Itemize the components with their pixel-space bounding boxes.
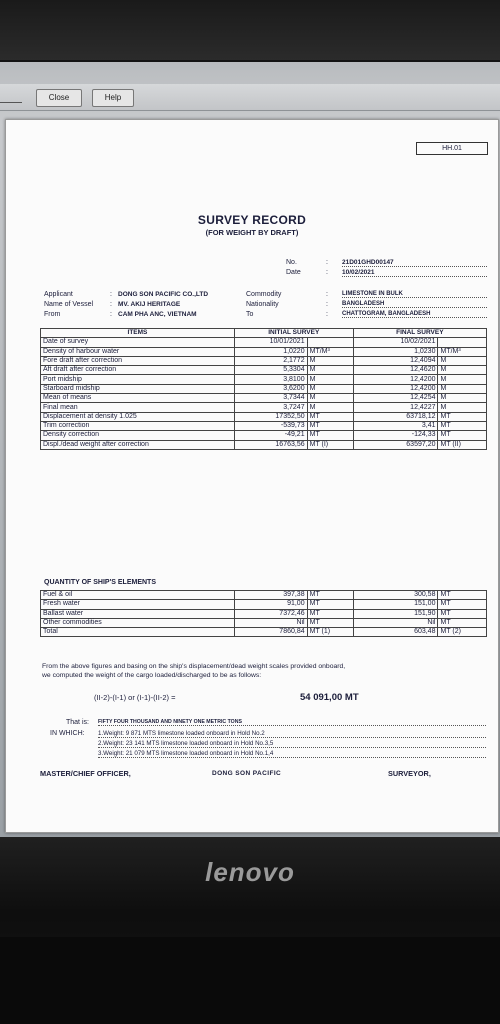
form-code: HH.01 (416, 142, 488, 155)
row-final-unit: MT (438, 412, 487, 421)
that-is-value: FIFTY FOUR THOUSAND AND NINETY ONE METRIC TONS (98, 719, 486, 726)
row-final-value: -124,33 (353, 431, 438, 440)
row-initial-value: 17352,50 (234, 412, 307, 421)
row-item: Date of survey (41, 338, 235, 347)
row-initial-value: -539,73 (234, 421, 307, 430)
row-final-unit: MT (438, 618, 487, 627)
table-row (41, 347, 487, 356)
laptop-body (0, 837, 500, 1024)
row-initial-value: 3,8100 (234, 375, 307, 384)
row-item: Other commodities (41, 618, 235, 627)
that-is-label: That is: (66, 719, 89, 726)
table-row (41, 600, 487, 609)
row-item: Density of harbour water (41, 347, 235, 356)
from-colon: : (110, 311, 112, 318)
table-row (41, 431, 487, 440)
row-item: Total (41, 628, 235, 637)
table-row (41, 375, 487, 384)
row-final-value: 151,90 (353, 609, 438, 618)
close-button[interactable]: Close (36, 89, 82, 107)
date-label: Date (286, 269, 301, 276)
applicant-label: Applicant (44, 291, 73, 298)
total-cargo-weight: 54 091,00 MT (300, 692, 359, 703)
nationality-colon: : (326, 301, 328, 308)
viewer-toolbar (0, 84, 500, 111)
table-row (41, 421, 487, 430)
from-label: From (44, 311, 61, 318)
row-final-unit: M (438, 403, 487, 412)
row-final-value: Nil (353, 618, 438, 627)
commodity-value: LIMESTONE IN BULK (342, 291, 487, 298)
row-initial-unit: M (307, 403, 353, 412)
draft-survey-table (40, 328, 487, 450)
row-final-unit (438, 338, 487, 347)
row-initial-value: 397,38 (234, 591, 307, 600)
no-label: No. (286, 259, 297, 266)
row-final-value: 12,4200 (353, 375, 438, 384)
row-initial-unit: M (307, 394, 353, 403)
company-signature-label: DONG SON PACIFIC (212, 770, 282, 777)
table-header-row (41, 329, 487, 338)
in-which-line-2: 2.Weight: 23 141 MTS limestone loaded onboard in Hold No.3,5 (98, 740, 486, 748)
row-initial-unit: MT (307, 412, 353, 421)
row-initial-unit: M (307, 366, 353, 375)
row-item: Starboard midship (41, 384, 235, 393)
row-initial-value: 91,00 (234, 600, 307, 609)
row-initial-unit: M (307, 375, 353, 384)
row-final-unit: MT (438, 591, 487, 600)
nationality-label: Nationality (246, 301, 279, 308)
toolbar-arrow-icon[interactable] (0, 92, 22, 103)
row-initial-value: Nil (234, 618, 307, 627)
table-row (41, 356, 487, 365)
master-signature-label: MASTER/CHIEF OFFICER, (40, 769, 131, 778)
row-final-value: 300,58 (353, 591, 438, 600)
in-which-label: IN WHICH: (50, 730, 85, 737)
row-initial-value: 3,7344 (234, 394, 307, 403)
row-final-unit: MT (438, 600, 487, 609)
row-item: Trim correction (41, 421, 235, 430)
table-row (41, 366, 487, 375)
row-final-value: 63718,12 (353, 412, 438, 421)
row-final-value: 12,4254 (353, 394, 438, 403)
table-row (41, 440, 487, 449)
row-initial-value: 7860,84 (234, 628, 307, 637)
row-final-unit: M (438, 375, 487, 384)
row-final-unit: MT (438, 609, 487, 618)
row-item: Ballast water (41, 609, 235, 618)
applicant-colon: : (110, 291, 112, 298)
row-initial-value: 16763,56 (234, 440, 307, 449)
formula: (II-2)-(I-1) or (I-1)-(II-2) = (94, 693, 176, 702)
result-statement-1: From the above figures and basing on the ship's displacement/dead weight scales provided onboard, (42, 663, 346, 670)
table-row (41, 591, 487, 600)
table-row (41, 403, 487, 412)
header-items: ITEMS (41, 329, 235, 338)
row-initial-value: 1,0220 (234, 347, 307, 356)
row-initial-value: -49,21 (234, 431, 307, 440)
row-final-value: 1,0230 (353, 347, 438, 356)
result-statement-2: we computed the weight of the cargo loaded/discharged to be as follows: (42, 672, 262, 679)
row-final-value: 3,41 (353, 421, 438, 430)
table-row (41, 412, 487, 421)
screen (0, 62, 500, 837)
header-initial-survey: INITIAL SURVEY (234, 329, 353, 338)
vessel-value: MV. AKIJ HERITAGE (118, 301, 181, 308)
row-final-value: 603,48 (353, 628, 438, 637)
vessel-colon: : (110, 301, 112, 308)
row-final-unit: M (438, 356, 487, 365)
row-final-value: 12,4200 (353, 384, 438, 393)
in-which-line-1: 1.Weight: 9 871 MTS limestone loaded onboard in Hold No.2 (98, 730, 486, 738)
row-item: Fore draft after correction (41, 356, 235, 365)
row-item: Density correction (41, 431, 235, 440)
row-initial-value: 3,7247 (234, 403, 307, 412)
row-item: Port midship (41, 375, 235, 384)
commodity-colon: : (326, 291, 328, 298)
row-initial-unit: MT (307, 591, 353, 600)
row-item: Aft draft after correction (41, 366, 235, 375)
applicant-value: DONG SON PACIFIC CO.,LTD (118, 291, 209, 298)
no-colon: : (326, 259, 328, 266)
row-final-value: 12,4227 (353, 403, 438, 412)
date-value: 10/02/2021 (342, 269, 487, 277)
row-initial-value: 2,1772 (234, 356, 307, 365)
row-item: Fresh water (41, 600, 235, 609)
from-value: CAM PHA ANC, VIETNAM (118, 311, 197, 318)
header-final-survey: FINAL SURVEY (353, 329, 486, 338)
row-final-unit: MT (438, 421, 487, 430)
row-initial-unit: MT (1) (307, 628, 353, 637)
row-initial-value: 3,6200 (234, 384, 307, 393)
survey-document (5, 119, 499, 833)
to-value: CHATTOGRAM, BANGLADESH (342, 311, 487, 318)
date-colon: : (326, 269, 328, 276)
row-item: Mean of means (41, 394, 235, 403)
document-title: SURVEY RECORD (197, 213, 307, 227)
row-final-unit: MT (438, 431, 487, 440)
vessel-label: Name of Vessel (44, 301, 94, 308)
row-final-value: 12,4094 (353, 356, 438, 365)
commodity-label: Commodity (246, 291, 282, 298)
row-final-unit: M (438, 394, 487, 403)
row-initial-unit: MT (307, 421, 353, 430)
row-initial-unit: MT (307, 431, 353, 440)
ship-elements-table (40, 590, 487, 637)
row-item: Final mean (41, 403, 235, 412)
table-row (41, 338, 487, 347)
row-initial-value: 7372,46 (234, 609, 307, 618)
row-initial-value: 10/01/2021 (234, 338, 307, 347)
row-final-unit: M (438, 384, 487, 393)
no-value: 21D01GHD00147 (342, 259, 487, 267)
row-final-unit: MT/M³ (438, 347, 487, 356)
surveyor-signature-label: SURVEYOR, (388, 769, 431, 778)
row-initial-unit: M (307, 356, 353, 365)
table-row (41, 394, 487, 403)
laptop-hinge (0, 937, 500, 1024)
row-final-value: 10/02/2021 (353, 338, 438, 347)
row-final-unit: MT (II) (438, 440, 487, 449)
table-row (41, 609, 487, 618)
monitor-bezel-top (0, 0, 500, 60)
row-final-unit: M (438, 366, 487, 375)
row-final-unit: MT (2) (438, 628, 487, 637)
row-initial-unit (307, 338, 353, 347)
document-subtitle: (FOR WEIGHT BY DRAFT) (205, 228, 299, 237)
row-initial-unit: MT/M³ (307, 347, 353, 356)
laptop-brand-logo: lenovo (205, 857, 295, 887)
row-final-value: 151,00 (353, 600, 438, 609)
row-final-value: 12,4620 (353, 366, 438, 375)
row-initial-value: 5,3304 (234, 366, 307, 375)
to-label: To (246, 311, 254, 318)
row-item: Displacement at density 1.025 (41, 412, 235, 421)
row-initial-unit: MT (307, 600, 353, 609)
help-button[interactable]: Help (92, 89, 134, 107)
row-initial-unit: MT (307, 618, 353, 627)
table-row (41, 618, 487, 627)
ship-elements-title: QUANTITY OF SHIP'S ELEMENTS (44, 579, 156, 586)
row-initial-unit: MT (I) (307, 440, 353, 449)
nationality-value: BANGLADESH (342, 301, 487, 308)
row-final-value: 63597,20 (353, 440, 438, 449)
row-initial-unit: MT (307, 609, 353, 618)
row-initial-unit: M (307, 384, 353, 393)
in-which-line-3: 3.Weight: 21 079 MTS limestone loaded onboard in Hold No.1,4 (98, 750, 486, 758)
table-row (41, 384, 487, 393)
table-row (41, 628, 487, 637)
to-colon: : (326, 311, 328, 318)
row-item: Displ./dead weight after correction (41, 440, 235, 449)
row-item: Fuel & oil (41, 591, 235, 600)
